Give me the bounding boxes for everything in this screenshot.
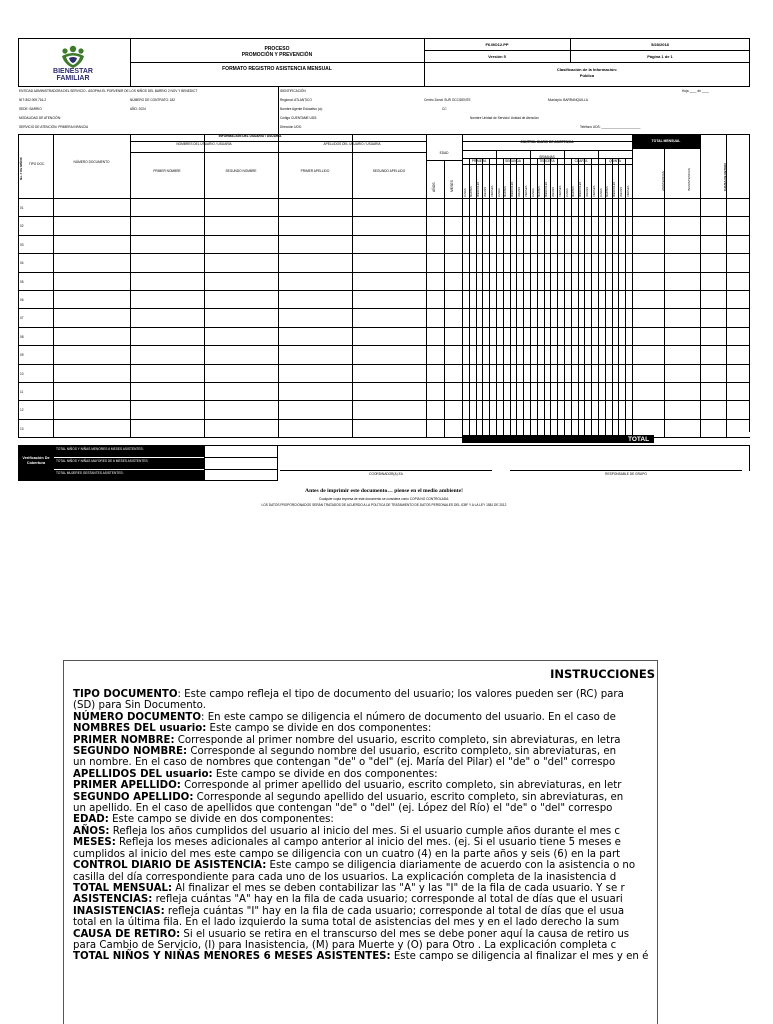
inasistencias-header: INASISTENCIAS bbox=[687, 168, 691, 191]
instruction-text: Este campo se divide en dos componentes: bbox=[108, 814, 334, 826]
firma-responsable: RESPONSABLE DE GRUPO bbox=[605, 472, 647, 476]
info-cc: CC bbox=[442, 107, 447, 111]
instruction-key: SEGUNDO APELLIDO: bbox=[73, 791, 194, 803]
instruction-line bbox=[73, 883, 773, 894]
instruction-line bbox=[73, 894, 773, 905]
info-servicio: SERVICIO DE ATENCIÓN: PRIMERA INFANCIA bbox=[19, 125, 89, 129]
instruction-line bbox=[73, 860, 773, 871]
instruction-key: MESES: bbox=[73, 837, 116, 849]
process-name: PROMOCIÓN Y PREVENCIÓN bbox=[241, 52, 313, 58]
week-header: QUINTA bbox=[609, 159, 621, 163]
col-tipo-header: TIPO DOC. bbox=[28, 162, 46, 166]
info-nit: NIT: 802.009.716-2 bbox=[19, 98, 47, 102]
day-header: LUNES bbox=[565, 188, 569, 197]
row-number: 09 bbox=[20, 353, 24, 358]
day-header: LUNES bbox=[599, 188, 603, 197]
day-header: JUEVES bbox=[552, 186, 555, 197]
info-codigo: Código CUENTAME UDS: bbox=[280, 116, 318, 120]
form-version: Versión 5 bbox=[488, 54, 506, 59]
verificacion-cobertura: Verificación De Cobertura bbox=[18, 445, 54, 481]
row-number: 07 bbox=[20, 316, 24, 321]
footer-total-menores: TOTAL NIÑOS Y NIÑAS MENORES 6 MESES ASISTENTES: bbox=[56, 447, 144, 451]
info-unidad: Nombre Unidad de Servicio/ Unidad de Atención: bbox=[470, 116, 540, 120]
info-contrato: NÚMERO DE CONTRATO: 182 bbox=[130, 98, 176, 102]
row-number: 03 bbox=[20, 242, 24, 247]
primer-nombre-header: PRIMER NOMBRE bbox=[153, 169, 181, 173]
control-diario-header: CONTROL DIARIO DE ASISTENCIA bbox=[520, 140, 574, 144]
instruction-text: un nombre. En el caso de nombres que contengan "de" o "del" (ej. María del Pilar) el "de" o "del" correspo bbox=[73, 757, 616, 769]
footer-total-mayores: TOTAL NIÑOS Y NIÑAS MAYORES DE 6 MESES ASISTENTES: bbox=[56, 459, 149, 463]
instruction-key: TOTAL MENSUAL: bbox=[73, 882, 173, 894]
segundo-apellido-header: SEGUNDO APELLIDO bbox=[372, 169, 406, 173]
instruction-text: : Este campo refleja el tipo de documento del usuario; los valores pueden ser (RC) para bbox=[177, 689, 624, 700]
day-header: LUNES bbox=[531, 188, 535, 197]
info-telefono: Teléfono UDS: ______________________ bbox=[580, 125, 641, 129]
instruction-text: para Cambio de Servicio, (I) para Inasistencia, (M) para Muerte y (O) para Otro . La explicación completa c bbox=[73, 939, 617, 951]
instruction-key: TOTAL NIÑOS Y NIÑAS MENORES 6 MESES ASISTENTES: bbox=[73, 951, 391, 963]
total-mensual-header: TOTAL MENSUAL bbox=[632, 134, 700, 148]
form-title: FORMATO REGISTRO ASISTENCIA MENSUAL bbox=[222, 66, 332, 72]
info-sede: SEDE: BARRIO bbox=[19, 107, 42, 111]
logo-text: BIENESTAR FAMILIAR bbox=[53, 68, 93, 82]
instruction-line bbox=[73, 757, 773, 768]
instruction-line bbox=[73, 917, 773, 928]
day-header: MIÉRCOLES bbox=[579, 181, 583, 197]
day-header: MARTES bbox=[470, 186, 474, 197]
day-header: VIERNES bbox=[558, 185, 562, 197]
instruction-key: CONTROL DIARIO DE ASISTENCIA: bbox=[73, 860, 267, 872]
instruction-key: EDAD: bbox=[73, 814, 109, 826]
meses-header: MESES bbox=[450, 180, 454, 192]
info-municipio: Municipio: BARRANQUILLA bbox=[548, 98, 588, 102]
day-header: VIERNES bbox=[524, 185, 528, 197]
day-header: MARTES bbox=[504, 186, 508, 197]
day-header: JUEVES bbox=[586, 186, 589, 197]
instruction-text: Este campo se diligencia diariamente de acuerdo con la asistencia o no bbox=[266, 860, 636, 872]
day-header: MIÉRCOLES bbox=[613, 181, 617, 197]
icbf-logo-icon bbox=[48, 44, 98, 70]
row-number: 12 bbox=[20, 408, 24, 413]
causa-retiro-header: CAUSA DE RETIRO bbox=[723, 163, 727, 191]
instruction-key: INASISTENCIAS: bbox=[73, 905, 165, 917]
row-number: 01 bbox=[20, 206, 24, 210]
instruction-line bbox=[73, 872, 773, 883]
instruction-text: Este campo se divide en dos componentes: bbox=[212, 768, 438, 780]
instruction-line bbox=[73, 689, 773, 700]
instruction-key: SEGUNDO NOMBRE: bbox=[73, 746, 188, 758]
total-row-bar bbox=[462, 435, 654, 443]
instruction-line bbox=[73, 929, 773, 940]
instruction-line bbox=[73, 940, 773, 951]
row-number: 13 bbox=[20, 426, 24, 431]
row-number: 11 bbox=[20, 390, 24, 394]
instruction-key: NÚMERO DOCUMENTO bbox=[73, 711, 202, 723]
info-agente: Nombre Agente Educativo (a): bbox=[280, 107, 323, 111]
day-header: JUEVES bbox=[620, 186, 623, 197]
day-header: VIERNES bbox=[592, 185, 596, 197]
instruction-line bbox=[73, 814, 773, 825]
instruction-line bbox=[73, 792, 773, 803]
instruction-text: Este campo se divide en dos componentes: bbox=[206, 723, 432, 735]
firma-coordinadora: COORDINADOR(A) EA bbox=[369, 472, 403, 476]
week-header: PRIMERA bbox=[471, 159, 487, 163]
asistencias-header: ASISTENCIAS bbox=[661, 171, 665, 191]
info-identificacion: IDENTIFICACIÓN bbox=[280, 89, 306, 93]
day-header: MIÉRCOLES bbox=[511, 181, 515, 197]
segundo-nombre-header: SEGUNDO NOMBRE bbox=[225, 169, 257, 173]
instruction-line bbox=[73, 837, 773, 848]
col-numero-header: NÚMERO DOCUMENTO bbox=[73, 160, 110, 164]
instruction-text: Corresponde al primer nombre del usuario, escrito completo, sin abreviaturas, en letra bbox=[174, 734, 621, 746]
instruction-key: TIPO DOCUMENTO bbox=[73, 689, 178, 700]
day-header: LUNES bbox=[463, 188, 467, 197]
instruction-text: Si el usuario se retira en el transcurso del mes se debe poner aquí la causa de retiro us bbox=[180, 928, 630, 940]
day-header: JUEVES bbox=[484, 186, 487, 197]
user-info-title: INFORMACIÓN DEL USUARIO / USUARIA bbox=[218, 134, 282, 138]
instruction-text: refleja cuántas "I" hay en la fila de cada usuario; corresponde al total de días que el usua bbox=[164, 905, 625, 917]
instructions-title: INSTRUCCIONES bbox=[550, 667, 655, 681]
instruction-key: AÑOS: bbox=[73, 825, 110, 837]
instruction-line bbox=[73, 712, 773, 723]
instruction-line bbox=[73, 769, 773, 780]
instruction-text: un apellido. En el caso de apellidos que contengan "de" o "del" (ej. López del Río) el "de" o "del" correspo bbox=[73, 803, 613, 815]
row-number: 05 bbox=[20, 279, 24, 284]
process-label: PROCESO bbox=[264, 46, 290, 52]
nombres-group-header: NOMBRES DEL USUARIO / USUARIA bbox=[176, 142, 232, 146]
env-note: Antes de imprimir este documento… piense en el medio ambiente! bbox=[305, 488, 463, 494]
instructions-panel bbox=[63, 660, 658, 1024]
day-header: VIERNES bbox=[626, 185, 630, 197]
col-no-header: No. # DE NIÑOS bbox=[19, 157, 23, 180]
day-header: MIÉRCOLES bbox=[477, 181, 481, 197]
row-number: 06 bbox=[20, 298, 24, 302]
instruction-key: PRIMER APELLIDO: bbox=[73, 780, 181, 792]
semanas-header: SEMANAS bbox=[539, 155, 555, 159]
attendance-form-sheet bbox=[18, 38, 750, 533]
anos-header: AÑOS bbox=[432, 182, 436, 192]
info-direccion: Dirección UDS: bbox=[280, 125, 302, 129]
row-number: 10 bbox=[20, 371, 24, 376]
copy-note: Cualquier copia impresa de este documento se considera como COPIA NO CONTROLADA. bbox=[318, 497, 450, 501]
week-header: TERCERA bbox=[539, 159, 555, 163]
instruction-text: Al finalizar el mes se deben contabilizar las "A" y las "I" de la fila de cada usuario. Y se r bbox=[172, 882, 625, 894]
form-date: 5/28/2018 bbox=[651, 42, 669, 47]
instruction-text: casilla del día correspondiente para cada uno de los usuarios. La explicación completa de la inasistencia d bbox=[73, 871, 617, 883]
instruction-text: : En este campo se diligencia el número de documento del usuario. En el caso de bbox=[201, 711, 616, 723]
info-ano: AÑO: 2024 bbox=[130, 107, 146, 111]
instruction-text: (SD) para Sin Documento. bbox=[73, 700, 206, 712]
form-code: F6.MO12.PP bbox=[485, 42, 509, 47]
data-policy-note: LOS DATOS PROPORCIONADOS SERÁN TRATADOS DE ACUERDO A LA POLÍTICA DE TRATAMIENTO DE DATOS PERSONALES DEL ICBF Y A LA LEY 1581 DE 2012 bbox=[261, 503, 507, 507]
instruction-text: refleja cuántas "A" hay en la fila de cada usuario; corresponde al total de días que el usuari bbox=[152, 894, 623, 906]
instruction-line bbox=[73, 735, 773, 746]
apellidos-group-header: APELLIDOS DEL USUARIO / USUARIA bbox=[323, 142, 381, 146]
info-hoja: Hoja ____ de ____ bbox=[682, 89, 709, 93]
instruction-key: APELLIDOS DEL usuario: bbox=[73, 768, 213, 780]
day-header: JUEVES bbox=[518, 186, 521, 197]
instruction-line bbox=[73, 700, 773, 711]
info-modalidad: MODALIDAD DE ATENCIÓN: bbox=[19, 116, 62, 120]
week-header: CUARTA bbox=[574, 159, 588, 163]
instruction-text: Refleja los años cumplidos del usuario al inicio del mes. Si el usuario cumple años durante el mes c bbox=[109, 825, 620, 837]
instruction-line bbox=[73, 906, 773, 917]
attendance-table bbox=[18, 134, 750, 474]
day-header: LUNES bbox=[497, 188, 501, 197]
instruction-text: total en la última fila. En el lado izquierdo la suma total de asistencias del mes y en el lado derecho la sum bbox=[73, 917, 620, 929]
instruction-line bbox=[73, 723, 773, 734]
week-header: SEGUNDA bbox=[505, 159, 521, 163]
day-header: MARTES bbox=[606, 186, 610, 197]
info-centro-zonal: Centro Zonal: SUR OCCIDENTE bbox=[424, 98, 471, 102]
row-number: 08 bbox=[20, 334, 24, 339]
instruction-text: Este campo se diligencia al finalizar el mes y en é bbox=[390, 951, 649, 963]
instruction-text: cumplidos al inicio del mes este campo se diligencia con un cuatro (4) en la parte años y seis (6) en la part bbox=[73, 848, 621, 860]
instruction-key: PRIMER NOMBRE: bbox=[73, 734, 175, 746]
instruction-key: ASISTENCIAS: bbox=[73, 894, 153, 906]
instruction-line bbox=[73, 826, 773, 837]
instruction-key: CAUSA DE RETIRO: bbox=[73, 928, 181, 940]
instruction-key: NOMBRES DEL usuario: bbox=[73, 723, 207, 735]
day-header: MIÉRCOLES bbox=[545, 181, 549, 197]
footer-total-gestantes: TOTAL MUJERES GESTANTES ASISTENTES: bbox=[56, 471, 124, 475]
form-page: Página 1 de 1 bbox=[647, 54, 673, 59]
instruction-line bbox=[73, 849, 773, 860]
row-number: 04 bbox=[20, 261, 24, 266]
instruction-line bbox=[73, 803, 773, 814]
row-number: 02 bbox=[20, 224, 24, 229]
day-header: MARTES bbox=[572, 186, 576, 197]
instruction-text: Corresponde al segundo apellido del usuario, escrito completo, sin abreviaturas, en bbox=[193, 791, 624, 803]
instruction-text: Corresponde al primer apellido del usuario, escrito completo, sin abreviaturas, en letr bbox=[180, 780, 622, 792]
edad-header: EDAD bbox=[439, 151, 449, 155]
instruction-line bbox=[73, 951, 773, 962]
primer-apellido-header: PRIMER APELLIDO bbox=[300, 169, 330, 173]
day-header: VIERNES bbox=[490, 185, 494, 197]
instruction-line bbox=[73, 780, 773, 791]
instructions-body bbox=[73, 689, 773, 963]
info-entidad: ENTIDAD ADMINISTRADORA DEL SERVICIO - ASOPHA EL PORVENIR DE LOS NIÑOS DEL BARRIO 2 NOV Y BENEDICT bbox=[19, 89, 198, 93]
classification-label: Clasificación de la Información: bbox=[556, 67, 618, 72]
classification-value: Pública bbox=[579, 73, 595, 78]
info-regional: Regional: ATLANTICO bbox=[280, 98, 312, 102]
day-header: MARTES bbox=[538, 186, 542, 197]
instruction-text: Corresponde al segundo nombre del usuario, escrito completo, sin abreviaturas, en bbox=[187, 746, 617, 758]
instruction-text: Refleja los meses adicionales al campo anterior al inicio del mes. (ej. Si el usuario tiene 5 meses e bbox=[115, 837, 621, 849]
instruction-line bbox=[73, 746, 773, 757]
total-label: TOTAL bbox=[628, 436, 650, 443]
